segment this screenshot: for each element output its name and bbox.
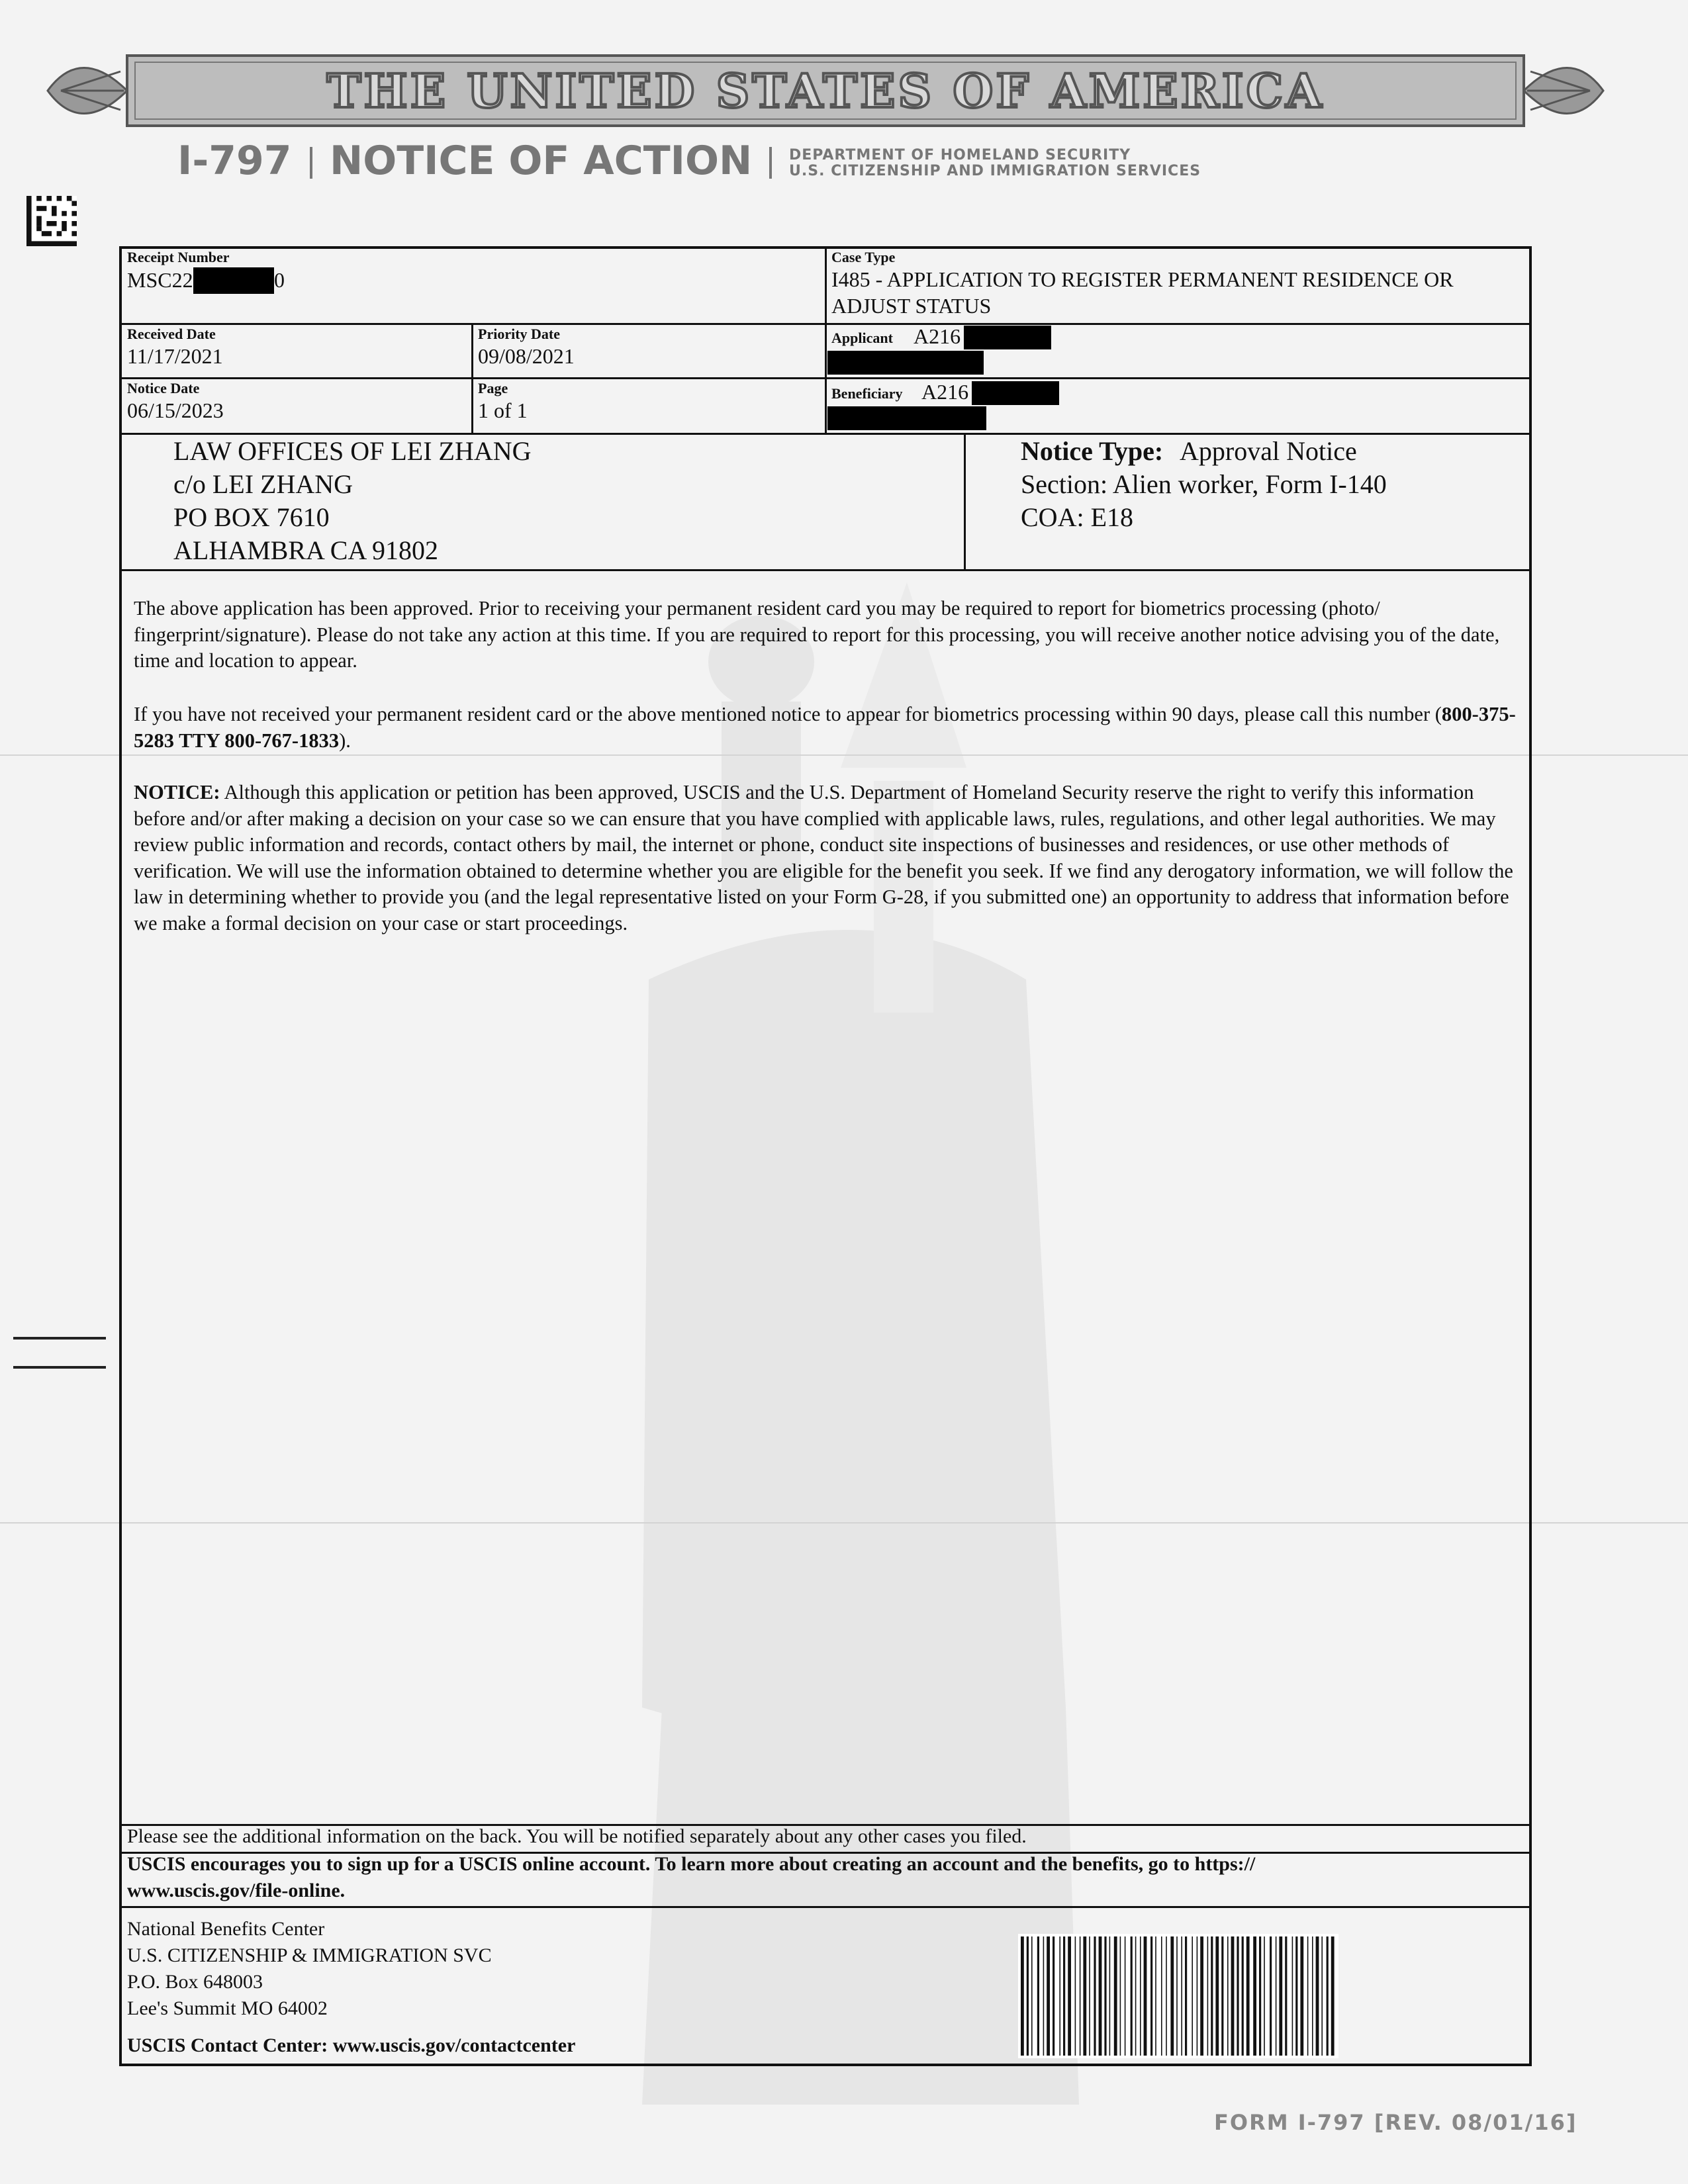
footer-divider (119, 1906, 1532, 1908)
header-divider (310, 147, 312, 179)
side-mark (13, 1366, 106, 1369)
notice-section: Section: Alien worker, Form I-140 (1021, 469, 1387, 499)
table-divider (119, 433, 1532, 435)
notice-coa: COA: E18 (1021, 502, 1133, 532)
page-value: 1 of 1 (478, 398, 528, 422)
received-date-value: 11/17/2021 (127, 344, 223, 368)
paragraph-end: ). (339, 729, 351, 752)
banner-title: THE UNITED STATES OF AMERICA (326, 63, 1325, 118)
priority-date-value: 09/08/2021 (478, 344, 575, 368)
redaction-box (193, 267, 274, 294)
side-mark (13, 1337, 106, 1340)
table-divider (471, 323, 473, 433)
table-divider (119, 569, 1532, 571)
online-account-link[interactable]: www.uscis.gov/file-online. (127, 1880, 346, 1901)
datamatrix-code-icon (26, 196, 77, 246)
applicant-label: Applicant (831, 330, 893, 346)
recipient-address-line: ALHAMBRA CA 91802 (173, 535, 439, 565)
contact-center-link[interactable]: USCIS Contact Center: www.uscis.gov/contactcenter (127, 2034, 576, 2056)
office-address-line: National Benefits Center (127, 1918, 325, 1940)
redaction-box (964, 326, 1051, 349)
case-type-value-cont: ADJUST STATUS (831, 294, 992, 318)
notice-type-label: Notice Type: (1021, 436, 1164, 466)
redaction-box (972, 381, 1059, 405)
receipt-number-suffix: 0 (274, 268, 285, 292)
biometrics-paragraph (134, 702, 1523, 754)
online-account-note: USCIS encourages you to sign up for a USCIS online account. To learn more about creating an account and the benefits, go to https:// (127, 1853, 1256, 1875)
agency-name: U.S. CITIZENSHIP AND IMMIGRATION SERVICES (789, 163, 1201, 179)
office-address-line: U.S. CITIZENSHIP & IMMIGRATION SVC (127, 1944, 492, 1966)
priority-date-label: Priority Date (478, 326, 560, 342)
department-name: DEPARTMENT OF HOMELAND SECURITY (789, 147, 1131, 163)
recipient-address-line: LAW OFFICES OF LEI ZHANG (173, 436, 532, 466)
form-number: I-797 (177, 138, 292, 184)
notice-type-value: Approval Notice (1180, 436, 1357, 466)
additional-info-note: Please see the additional information on the back. You will be notified separately about any other cases you filed. (127, 1825, 1027, 1847)
redaction-box (827, 351, 984, 375)
form-title: NOTICE OF ACTION (330, 138, 753, 184)
phone-number: 800-375-5283 TTY 800-767-1833 (134, 703, 1516, 752)
header-divider (769, 147, 772, 179)
table-divider (964, 433, 966, 569)
notice-form-frame (119, 246, 1532, 2066)
recipient-address-line: c/o LEI ZHANG (173, 469, 353, 499)
beneficiary-value: A216 (921, 380, 969, 404)
recipient-address-line: PO BOX 7610 (173, 502, 330, 532)
beneficiary-label: Beneficiary (831, 385, 903, 402)
receipt-number-value: MSC22 (127, 268, 193, 292)
office-address-line: P.O. Box 648003 (127, 1971, 263, 1993)
form-revision: FORM I-797 [REV. 08/01/16] (1214, 2110, 1577, 2135)
receipt-number-label: Receipt Number (127, 249, 230, 265)
received-date-label: Received Date (127, 326, 216, 342)
table-divider (825, 246, 827, 433)
case-type-value: I485 - APPLICATION TO REGISTER PERMANENT RESIDENCE OR (831, 267, 1454, 291)
case-type-label: Case Type (831, 249, 896, 265)
applicant-value: A216 (914, 324, 961, 348)
notice-heading: NOTICE: (134, 781, 220, 803)
notice-paragraph (134, 780, 1523, 936)
notice-text: Although this application or petition has been approved, USCIS and the U.S. Department of Homeland Security reserve the right to verify this information before and/or after making a decision on your case so we can ensure that you have complied with applicable laws, rules, regulations, and other legal authorities. We may review public information and records, contact others by mail, the internet or phone, conduct site inspections of businesses and residences, or use other methods of verification. We will use the information obtained to determine whether you are eligible for the benefit you seek. If we find any derogatory information, we will follow the law in determining whether to provide you (and the legal representative listed on your Form G-28, if you submitted one) an opportunity to address that information before we make a formal decision on your case or start proceedings. (134, 781, 1513, 934)
approval-paragraph: The above application has been approved. Prior to receiving your permanent resident card you may be required to report for biometrics processing (photo/ fingerprint/signature). Please do not take any action at this time. If you are required to report for this processing, you will receive another notice advising you of the date, time and location to appear. (134, 597, 1500, 672)
page-label: Page (478, 380, 508, 396)
redaction-box (827, 406, 986, 430)
notice-date-value: 06/15/2023 (127, 398, 224, 422)
barcode-icon (1018, 1934, 1338, 2058)
biometrics-text: If you have not received your permanent resident card or the above mentioned notice to appear for biometrics processing within 90 days, please call this number ( (134, 703, 1442, 725)
notice-date-label: Notice Date (127, 380, 200, 396)
office-address-line: Lee's Summit MO 64002 (127, 1997, 328, 2019)
